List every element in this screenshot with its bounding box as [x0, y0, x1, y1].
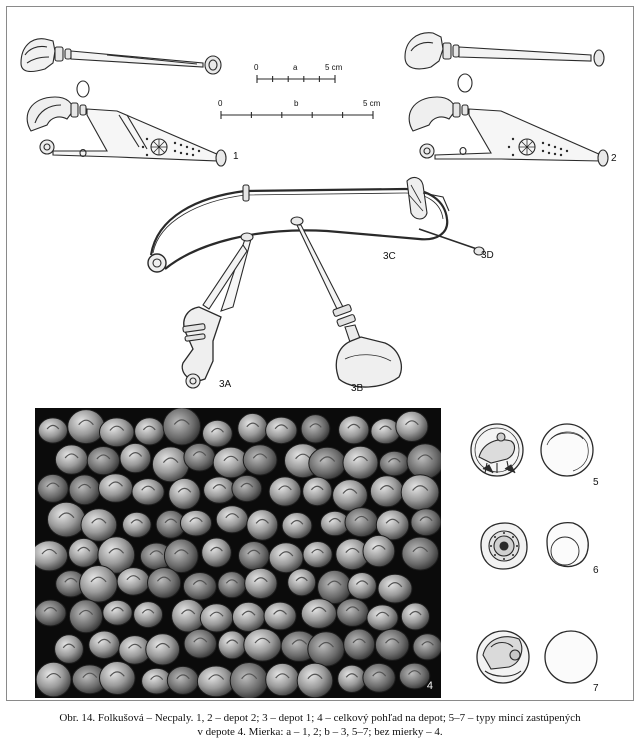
hoard-coin: [344, 629, 375, 660]
hoard-coin: [68, 410, 105, 444]
hoard-coin: [269, 543, 303, 573]
coin-5-reverse: [541, 424, 593, 476]
label-fig-3c: 3C: [383, 251, 396, 262]
hoard-coin: [380, 451, 410, 476]
hoard-coin: [407, 444, 441, 479]
fibula-3b-drawing: [291, 217, 401, 387]
hoard-coin: [120, 443, 151, 472]
hoard-coin: [363, 663, 395, 692]
hoard-coin: [55, 635, 84, 664]
hoard-coin: [103, 600, 132, 625]
hoard-coin: [411, 509, 441, 536]
hoard-coin: [247, 510, 278, 541]
scale-b-end: 5 cm: [363, 99, 381, 108]
hoard-coin: [238, 413, 268, 443]
hoard-coin: [203, 420, 233, 447]
hoard-coin: [309, 447, 346, 479]
caption-line-1: Obr. 14. Folkušová – Necpaly. 1, 2 – depot 2; 3 – depot 1; 4 – celkový pohľad na depot; 5–7 – typy mincí zastúpených: [59, 712, 581, 724]
label-fig-6: 6: [593, 565, 599, 576]
hoard-coin: [202, 538, 232, 567]
hoard-coin: [89, 631, 120, 659]
hoard-coin: [183, 573, 216, 601]
hoard-coin: [148, 568, 181, 599]
hoard-coin: [69, 538, 99, 567]
hoard-coin: [401, 475, 439, 510]
hoard-coin: [146, 634, 180, 665]
hoard-coin: [363, 535, 395, 566]
figure-plate: [6, 6, 634, 701]
hoard-coin: [180, 510, 211, 536]
figure-caption: [10, 711, 630, 739]
hoard-coin: [301, 415, 330, 443]
hoard-coin: [99, 474, 133, 503]
hoard-coin: [266, 417, 297, 444]
hoard-coin: [69, 475, 100, 505]
hoard-photograph: [35, 408, 441, 698]
fibula-2-section: [458, 74, 472, 92]
hoard-coin: [297, 663, 333, 697]
hoard-coin: [55, 445, 87, 474]
label-fig-7: 7: [593, 683, 599, 694]
hoard-coin: [337, 599, 369, 627]
hoard-coin: [266, 663, 300, 695]
hoard-coin: [132, 479, 164, 505]
scale-bar-b: [221, 111, 373, 119]
hoard-coin: [38, 474, 69, 502]
hoard-coin: [338, 665, 366, 692]
hoard-coin: [123, 512, 152, 537]
label-fig-3d: 3D: [481, 250, 494, 261]
hoard-coin: [269, 477, 301, 506]
hoard-coin: [134, 602, 163, 628]
hoard-coin: [303, 477, 332, 506]
hoard-coin: [375, 629, 409, 660]
hoard-coin: [163, 408, 200, 445]
scale-b-start: 0: [218, 99, 223, 108]
hoard-coin: [35, 600, 66, 626]
hoard-coin: [135, 418, 165, 445]
hoard-coin: [339, 416, 369, 444]
hoard-coin: [308, 632, 345, 666]
hoard-coin: [100, 662, 136, 695]
hoard-coin: [244, 629, 281, 661]
fibula-1-top-view: [21, 39, 221, 74]
hoard-coin: [243, 445, 277, 475]
hoard-coin: [396, 411, 428, 441]
hoard-coin: [216, 506, 248, 533]
hoard-coin: [164, 539, 198, 573]
hoard-coin: [303, 542, 332, 568]
caption-line-2: v depote 4. Mierka: a – 1, 2; b – 3, 5–7; bez mierky – 4.: [197, 726, 443, 738]
hoard-coin: [402, 537, 439, 570]
label-fig-1: 1: [233, 151, 239, 162]
hoard-coin: [184, 443, 215, 471]
scale-a-end: 5 cm: [325, 63, 343, 72]
hoard-coin: [245, 568, 277, 598]
hoard-coin: [218, 631, 246, 659]
hoard-coin: [117, 568, 150, 596]
coin-pile: [35, 408, 441, 698]
scale-a-start: 0: [254, 63, 259, 72]
hoard-coin: [367, 605, 398, 631]
hoard-coin: [197, 666, 234, 697]
hoard-coin: [36, 662, 71, 697]
hoard-coin: [232, 475, 262, 501]
hoard-coin: [333, 480, 368, 511]
coin-6-obverse: [481, 523, 527, 569]
hoard-coin: [343, 446, 378, 479]
hoard-coin: [301, 599, 336, 629]
hoard-coin: [230, 663, 268, 699]
hoard-coin: [69, 600, 102, 633]
coin-7-obverse: [477, 631, 529, 683]
scale-b-name: b: [294, 99, 299, 108]
hoard-coin: [167, 666, 198, 694]
fibula-2-top-view: [405, 33, 604, 69]
coin-7-reverse: [545, 631, 597, 683]
hoard-coin: [218, 572, 246, 598]
hoard-coin: [401, 603, 429, 630]
fibula-1-section: [77, 81, 89, 97]
hoard-coin: [370, 476, 403, 507]
hoard-coin: [152, 447, 189, 482]
hoard-coin: [184, 629, 216, 658]
label-fig-3a: 3A: [219, 379, 232, 390]
hoard-coin: [345, 508, 378, 537]
hoard-coin: [378, 574, 412, 603]
label-fig-4: 4: [426, 680, 433, 692]
hoard-coin: [48, 502, 86, 537]
fibula-3a-drawing: [182, 233, 253, 388]
hoard-coin: [200, 604, 233, 632]
scale-a-name: a: [293, 63, 298, 72]
hoard-coin: [264, 602, 296, 630]
fibula-1-side-view: [27, 97, 226, 166]
hoard-coin: [413, 634, 441, 660]
label-fig-5: 5: [593, 477, 599, 488]
hoard-coin: [239, 542, 270, 570]
fibula-2-side-view: [409, 97, 608, 166]
scale-bar-a: [257, 75, 335, 83]
label-fig-3b: 3B: [351, 383, 364, 394]
hoard-coin: [100, 418, 135, 447]
hoard-coin: [80, 566, 118, 603]
label-fig-2: 2: [611, 153, 617, 164]
hoard-coin: [172, 599, 205, 632]
hoard-coin: [348, 573, 377, 600]
hoard-coin: [87, 447, 119, 475]
hoard-coin: [288, 569, 316, 596]
hoard-coin: [282, 513, 312, 539]
hoard-coin: [81, 509, 117, 542]
hoard-coin: [232, 602, 264, 631]
coin-6-reverse: [547, 523, 588, 567]
hoard-coin: [35, 541, 68, 571]
coin-5-obverse: [471, 424, 523, 476]
hoard-coin: [38, 418, 67, 443]
hoard-coin: [169, 478, 200, 509]
hoard-coin: [204, 477, 236, 503]
hoard-coin: [399, 663, 429, 689]
